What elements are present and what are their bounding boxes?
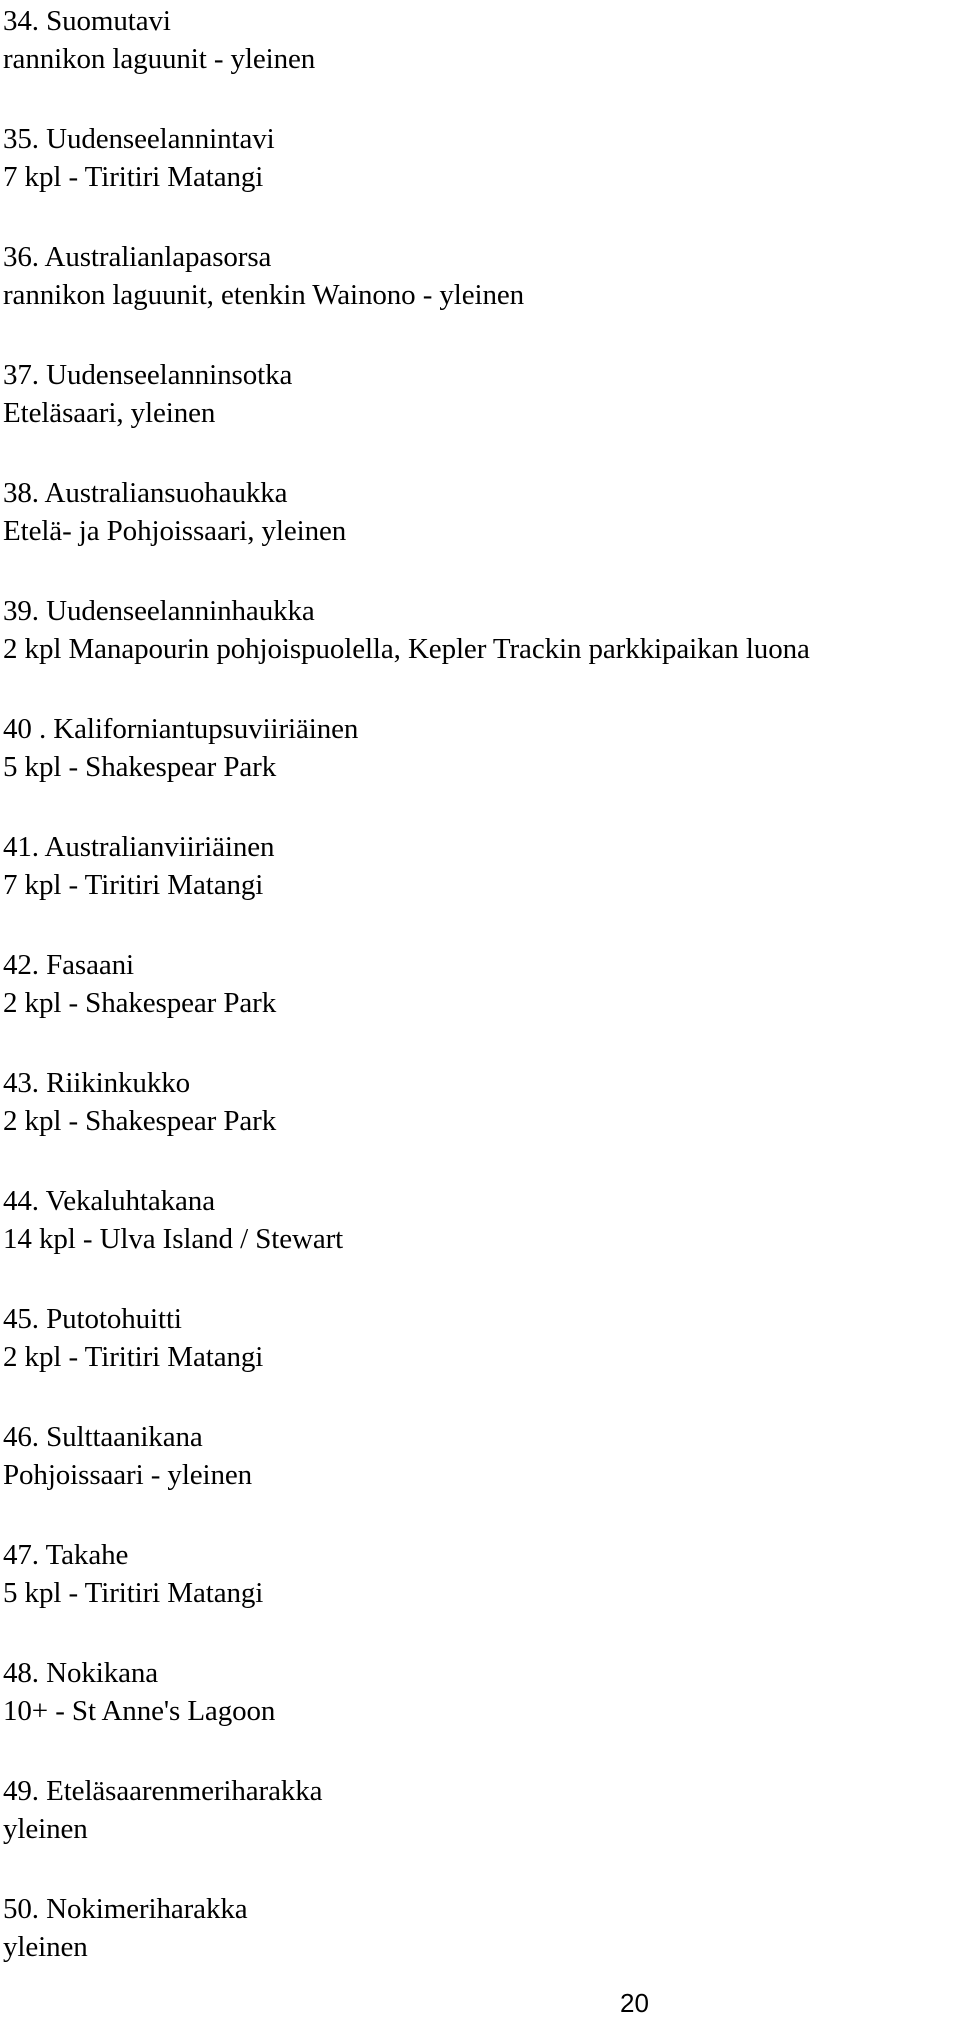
list-item <box>3 1416 953 1534</box>
species-detail: 14 kpl - Ulva Island / Stewart <box>3 1223 344 1255</box>
species-title: 46. Sulttaanikana <box>3 1421 203 1453</box>
page-number: 20 <box>620 1988 649 2018</box>
species-detail: 2 kpl Manapourin pohjoispuolella, Kepler Trackin parkkipaikan luona <box>3 633 810 665</box>
list-item <box>3 1534 953 1652</box>
species-title: 35. Uudenseelannintavi <box>3 123 275 155</box>
list-item <box>3 1180 953 1298</box>
list-item <box>3 1062 953 1180</box>
list-item <box>3 590 953 708</box>
list-item <box>3 118 953 236</box>
list-item <box>3 708 953 826</box>
species-detail: 2 kpl - Shakespear Park <box>3 1105 277 1137</box>
species-title: 49. Eteläsaarenmeriharakka <box>3 1775 323 1807</box>
species-detail: 5 kpl - Tiritiri Matangi <box>3 1577 264 1609</box>
species-title: 40 . Kaliforniantupsuviiriäinen <box>3 713 359 745</box>
list-item <box>3 0 953 118</box>
species-title: 44. Vekaluhtakana <box>3 1185 215 1217</box>
list-item <box>3 472 953 590</box>
species-title: 41. Australianviiriäinen <box>3 831 275 863</box>
list-item <box>3 1770 953 1888</box>
species-detail: 2 kpl - Shakespear Park <box>3 987 277 1019</box>
list-item <box>3 1298 953 1416</box>
species-title: 34. Suomutavi <box>3 5 171 37</box>
species-title: 48. Nokikana <box>3 1657 159 1689</box>
species-detail: 7 kpl - Tiritiri Matangi <box>3 869 264 901</box>
list-item <box>3 826 953 944</box>
species-detail: rannikon laguunit, etenkin Wainono - yleinen <box>3 279 525 311</box>
species-title: 42. Fasaani <box>3 949 134 981</box>
species-title: 38. Australiansuohaukka <box>3 477 288 509</box>
species-title: 37. Uudenseelanninsotka <box>3 359 293 391</box>
species-detail: Pohjoissaari - yleinen <box>3 1459 253 1491</box>
list-item <box>3 944 953 1062</box>
species-title: 47. Takahe <box>3 1539 129 1571</box>
species-detail: 5 kpl - Shakespear Park <box>3 751 277 783</box>
species-title: 36. Australianlapasorsa <box>3 241 272 273</box>
species-detail: rannikon laguunit - yleinen <box>3 43 316 75</box>
list-item <box>3 236 953 354</box>
species-detail: 7 kpl - Tiritiri Matangi <box>3 161 264 193</box>
species-detail: Etelä- ja Pohjoissaari, yleinen <box>3 515 347 547</box>
species-detail: Eteläsaari, yleinen <box>3 397 216 429</box>
species-title: 50. Nokimeriharakka <box>3 1893 248 1925</box>
species-detail: yleinen <box>3 1931 88 1963</box>
species-title: 39. Uudenseelanninhaukka <box>3 595 315 627</box>
species-title: 43. Riikinkukko <box>3 1067 191 1099</box>
species-detail: 10+ - St Anne's Lagoon <box>3 1695 276 1727</box>
list-item <box>3 1888 953 2006</box>
species-list <box>3 0 953 2006</box>
species-detail: 2 kpl - Tiritiri Matangi <box>3 1341 264 1373</box>
species-title: 45. Putotohuitti <box>3 1303 182 1335</box>
list-item <box>3 354 953 472</box>
list-item <box>3 1652 953 1770</box>
species-detail: yleinen <box>3 1813 88 1845</box>
